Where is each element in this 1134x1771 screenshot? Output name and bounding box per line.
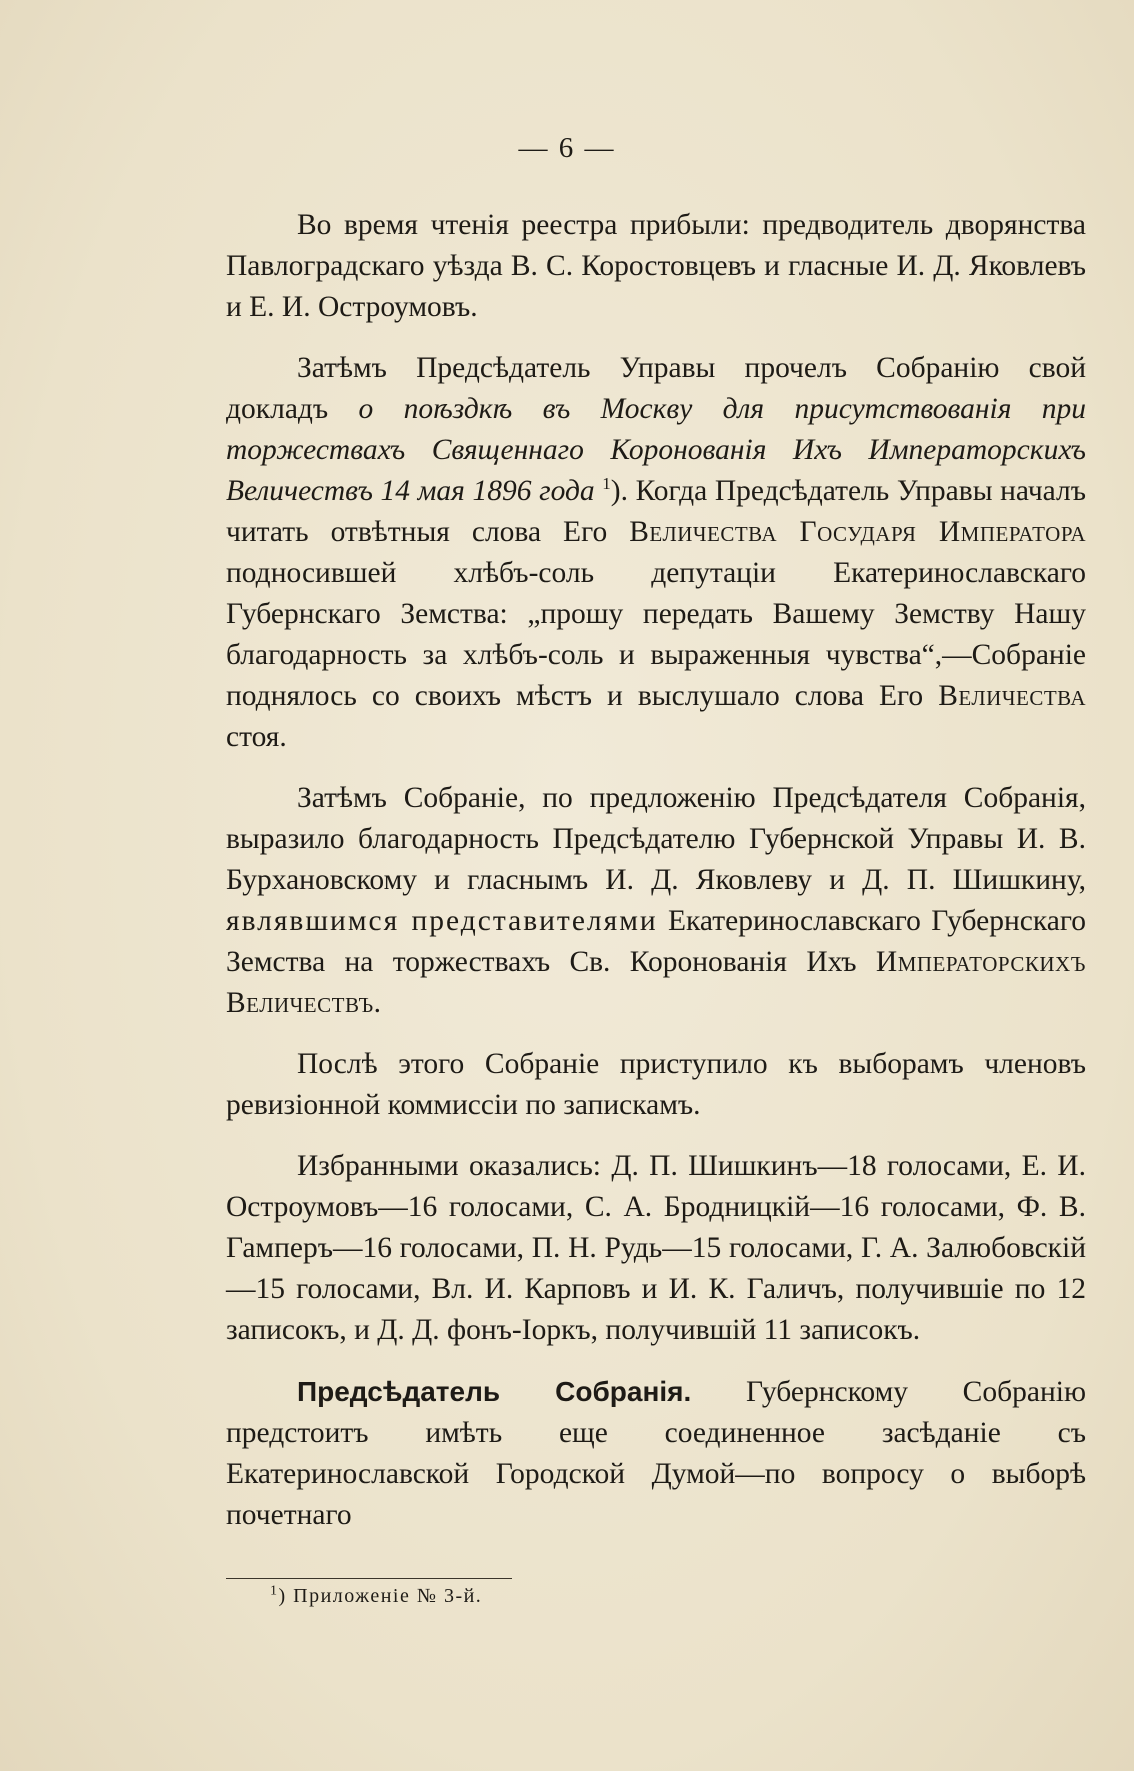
text-span: Губернскому Собранію предстоитъ имѣть еще соединенное засѣданіе съ Екатеринославской Городской Думой—по вопросу о выборѣ почетнаго <box>226 1376 1086 1531</box>
spaced-text: являвшимся представителями <box>226 905 658 937</box>
footnote <box>270 1585 482 1608</box>
footnote-divider <box>226 1578 512 1579</box>
paragraph-elections: Послѣ этого Собраніе приступило къ выборамъ членовъ ревизіонной коммиссіи по запискамъ. <box>226 1048 1086 1121</box>
footnote-reference: 1 <box>602 474 611 494</box>
small-caps-text: Величества Государя Императора <box>629 516 1087 548</box>
paragraph-elected: Избранными оказались: Д. П. Шишкинъ—18 голосами, Е. И. Остроумовъ—16 голосами, С. А. Бродницкій—16 голосами, Ф. В. Гамперъ—16 голосами, П. Н. Рудь—15 голосами, Г. А. Залюбовскій—15 голосами, Вл. И. Карповъ и И. К. Галичъ, получившіе по 12 записокъ, и Д. Д. фонъ-Іоркъ, получившій 11 записокъ. <box>226 1150 1086 1346</box>
paragraph-arrivals: Во время чтенія реестра прибыли: предводитель дворянства Павлоградскаго уѣзда В. С. Коростовцевъ и гласные И. Д. Яковлевъ и Е. И. Остроумовъ. <box>226 209 1086 323</box>
text-span: Затѣмъ Предсѣдатель Управы прочелъ Собранію свой докладъ <box>226 352 1086 425</box>
report-title: о поѣздкѣ въ Москву для присутствованія при торжествахъ Священнаго Коронованія Ихъ Императорскихъ Величествъ 14 мая 1896 года <box>226 393 1087 507</box>
main-text <box>226 205 1086 1536</box>
small-caps-text: Величества <box>938 680 1086 712</box>
footnote-text: ) Приложеніе № 3-й. <box>278 1585 483 1607</box>
text-span: . <box>373 987 382 1019</box>
speaker-name: Предсѣдатель Собранія. <box>297 1376 692 1407</box>
text-span: Екатеринославскаго Губернскаго Земства на торжествахъ Св. Коронованія Ихъ <box>226 905 1086 978</box>
paragraph-gratitude <box>226 778 1086 1024</box>
footnote-mark: 1 <box>270 1583 279 1599</box>
small-caps-text: Императорскихъ Величествъ <box>226 946 1086 1019</box>
text-span: Затѣмъ Собраніе, по предложенію Предсѣдателя Собранія, выразило благодарность Предсѣдателю Губернской Управы И. В. Бурхановскому и гласнымъ И. Д. Яковлеву и Д. П. Шишкину, <box>226 782 1086 896</box>
text-span: ). Когда Предсѣдатель Управы началъ читать отвѣтныя слова Его <box>226 475 1086 548</box>
page-number: — 6 — <box>518 132 616 164</box>
text-span: подносившей хлѣбъ-соль депутаціи Екатеринославскаго Губернскаго Земства: „прошу передать Вашему Земству Нашу благодарность за хлѣбъ-соль и выраженныя чувства“,—Собраніе поднялось со своихъ мѣстъ и выслушало слова Его <box>226 557 1086 712</box>
paragraph-report <box>226 348 1086 758</box>
paragraph-chairman <box>226 1371 1086 1536</box>
text-span: стоя. <box>226 721 287 753</box>
